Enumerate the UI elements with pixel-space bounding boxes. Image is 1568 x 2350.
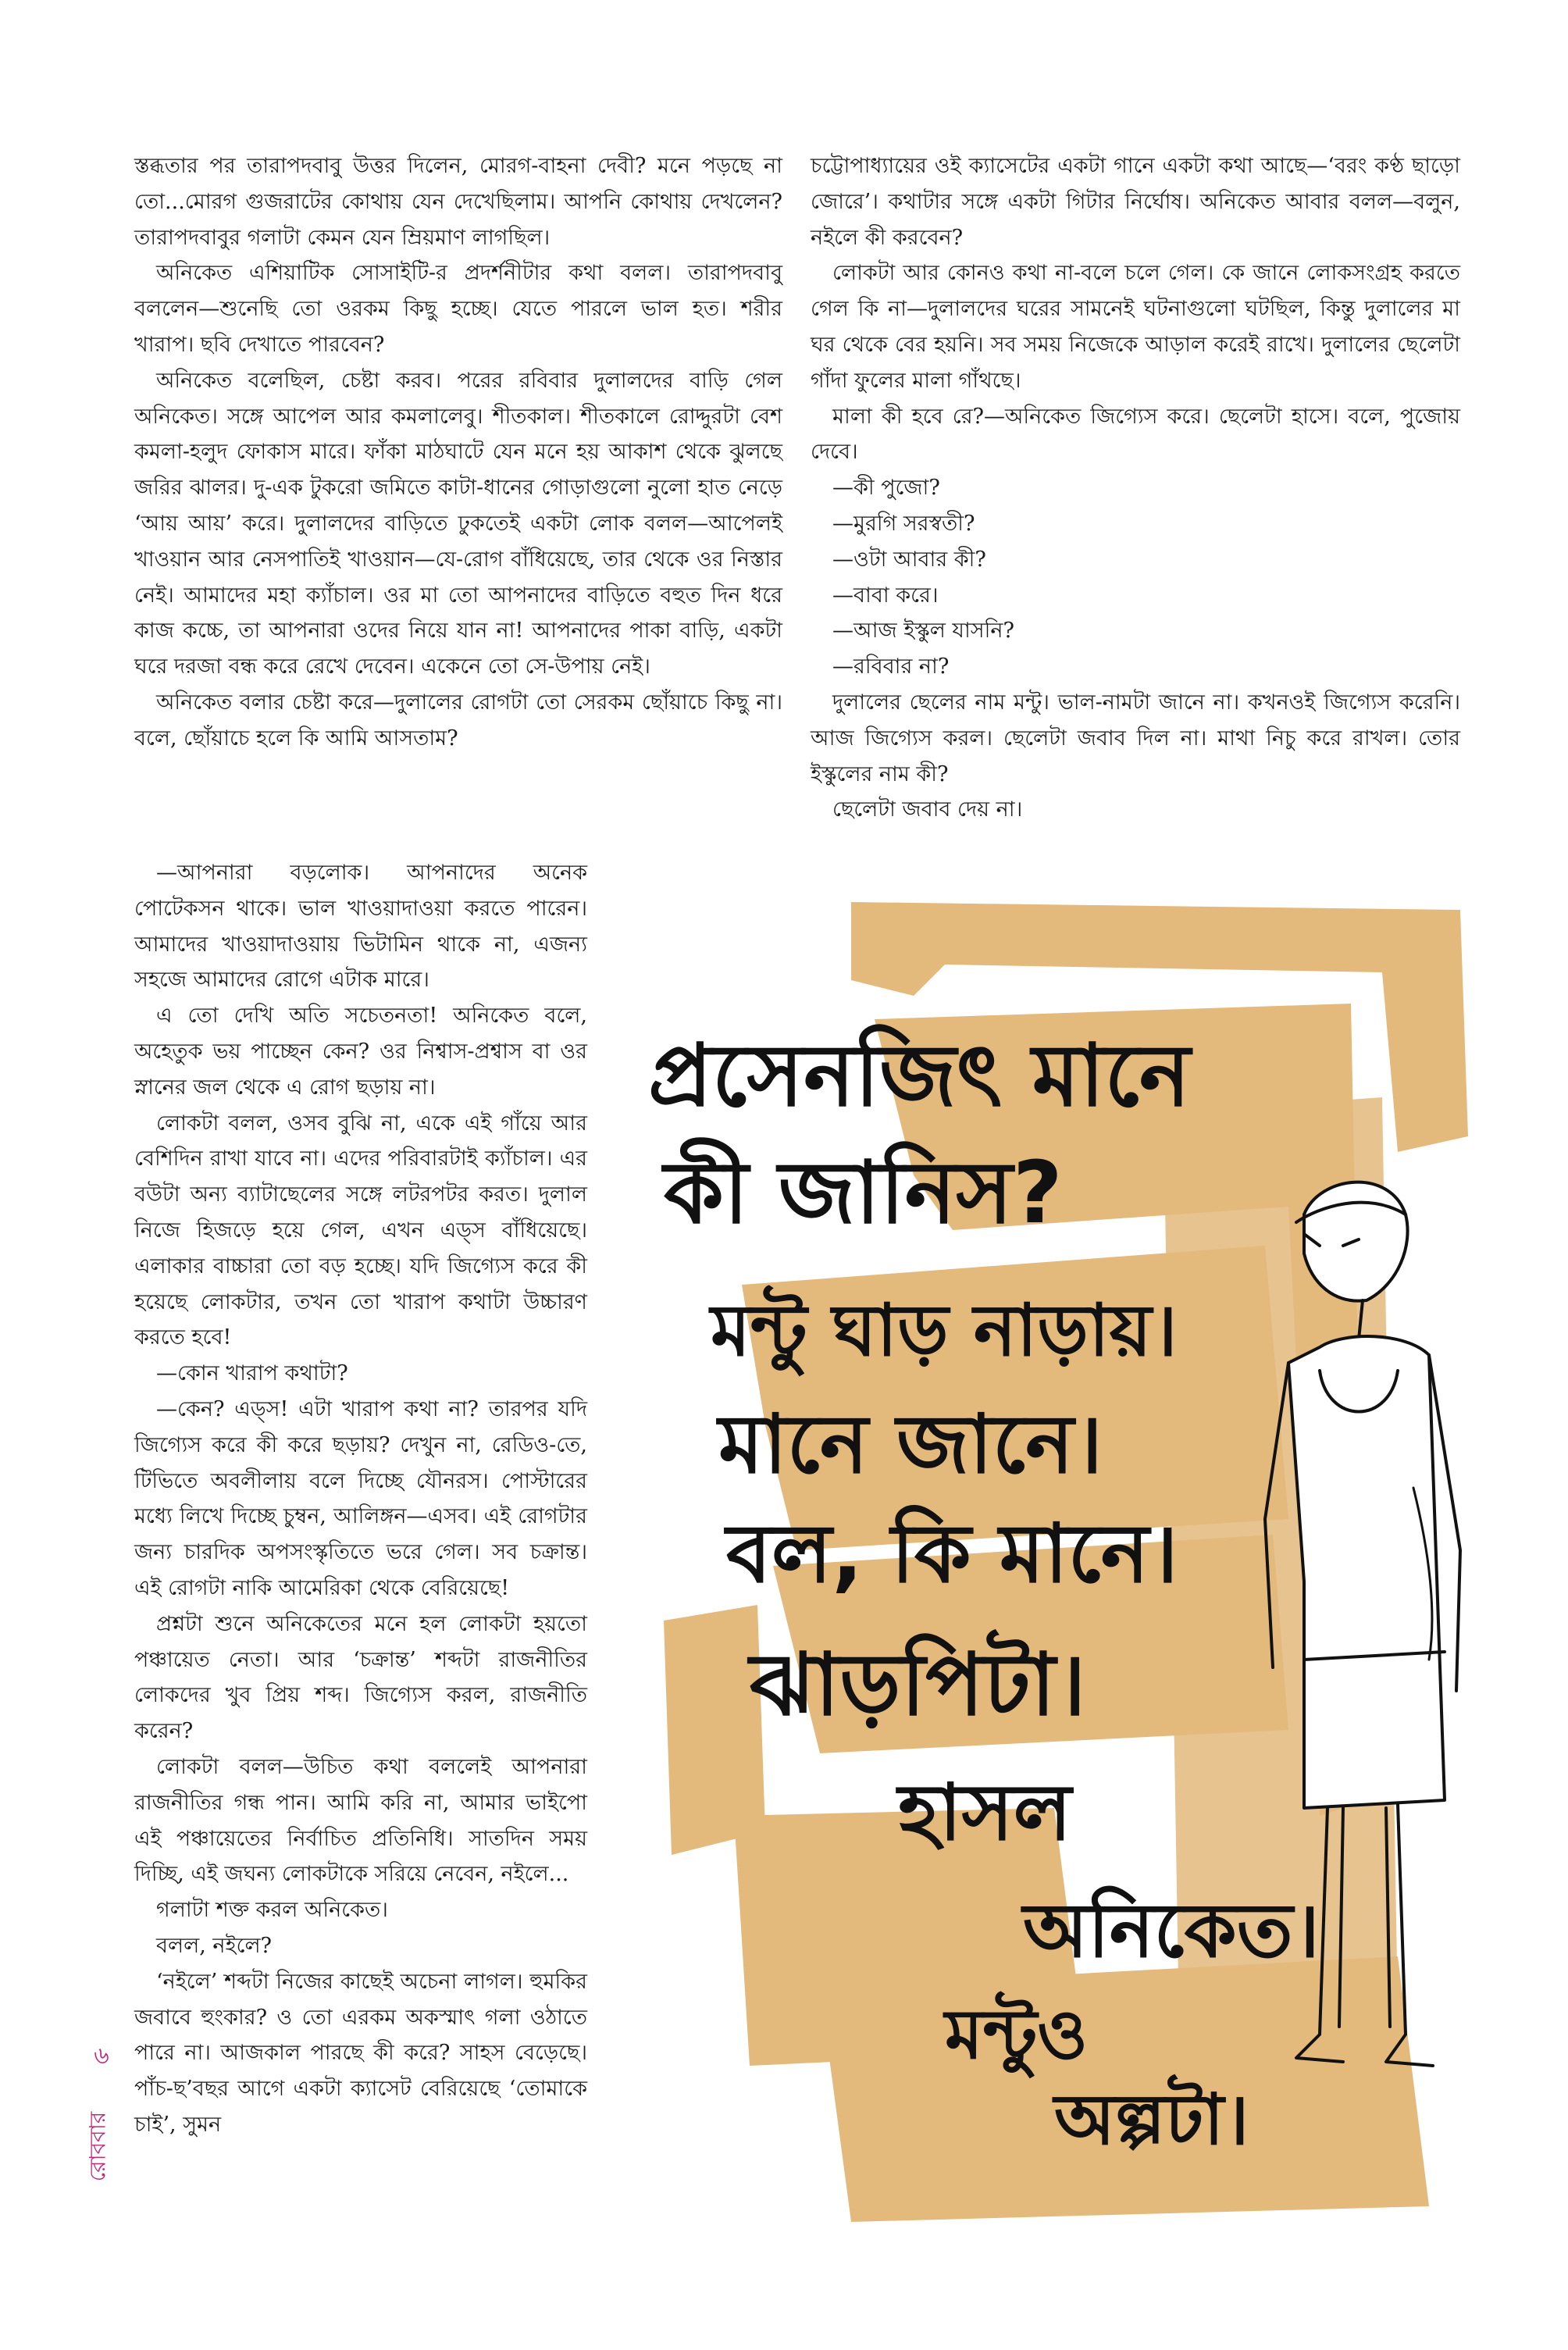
magazine-name: রোববার xyxy=(84,2111,111,2182)
paragraph: —ওটা আবার কী? xyxy=(832,547,986,572)
paragraph: অনিকেত বলার চেষ্টা করে—দুলালের রোগটা তো সেরকম ছোঁয়াচে কিছু না। বলে, ছোঁয়াচে হলে কি আমি আসতাম? xyxy=(134,690,782,751)
page-number: ৬ xyxy=(94,2042,109,2070)
illustration-line-7: হাসল xyxy=(898,1767,1072,1858)
paragraph: লোকটা আর কোনও কথা না-বলে চলে গেল। কে জানে লোকসংগ্রহ করতে গেল কি না—দুলালদের ঘরের সামনেই ঘটনাগুলো ঘটছিল, কিন্তু দুলালের মা ঘর থেকে বের হয়নি। সব সময় নিজেকে আড়াল করেই রাখে। দুলালের ছেলেটা গাঁদা ফুলের মালা গাঁথছে। xyxy=(811,261,1460,393)
paragraph: —কী পুজো? xyxy=(832,476,940,501)
illustration-line-4: মানে জানে। xyxy=(718,1396,1103,1492)
paragraph: গলাটা শক্ত করল অনিকেত। xyxy=(156,1898,388,1923)
right-column xyxy=(811,148,1460,828)
left-column-top xyxy=(134,148,782,757)
illustration xyxy=(617,879,1507,2230)
illustration-line-3: মন্টু ঘাড় নাড়ায়। xyxy=(711,1289,1178,1372)
paragraph: —রবিবার না? xyxy=(832,654,950,679)
paragraph: —আপনারা বড়লোক। আপনাদের অনেক পোটেকসন থাকে। ভাল খাওয়াদাওয়া করতে পারেন। আমাদের খাওয়াদাওয়ায় ভিটামিন থাকে না, এজন্য সহজে আমাদের রোগে এটাক মারে। xyxy=(134,861,587,993)
illustration-line-9: মন্টুও xyxy=(945,1994,1088,2074)
illustration-line-8: অনিকেত। xyxy=(1023,1887,1320,1974)
paragraph: স্তব্ধতার পর তারাপদবাবু উত্তর দিলেন, মোরগ-বাহনা দেবী? মনে পড়ছে না তো...মোরগ গুজরাটের কোথায় যেন দেখেছিলাম। আপনি কোথায় দেখলেন? তারাপদবাবুর গলাটা কেমন যেন ম্রিয়মাণ লাগছিল। xyxy=(134,154,782,250)
illustration-line-10: অল্পটা। xyxy=(1054,2079,1249,2161)
illustration-line-5: বল, কি মানে। xyxy=(726,1506,1178,1601)
paragraph: চট্টোপাধ্যায়ের ওই ক্যাসেটের একটা গানে একটা কথা আছে—‘বরং কণ্ঠ ছাড়ো জোরে’। কথাটার সঙ্গে একটা গিটার নির্ঘোষ। অনিকেত আবার বলল—বলুন, নইলে কী করবেন? xyxy=(811,154,1460,250)
paragraph: —কেন? এড্স! এটা খারাপ কথা না? তারপর যদি জিগ্যেস করে কী করে ছড়ায়? দেখুন না, রেডিও-তে, টিভিতে অবলীলায় বলে দিচ্ছে যৌনরস। পোস্টারের মধ্যে লিখে দিচ্ছে চুম্বন, আলিঙ্গন—এসব। এই রোগটার জন্য চারদিক অপসংস্কৃতিতে ভরে গেল। সব চক্রান্ত। এই রোগটা নাকি আমেরিকা থেকে বেরিয়েছে! xyxy=(134,1396,587,1600)
illustration-line-6: ঝাড়পিটা। xyxy=(750,1635,1086,1735)
paragraph: অনিকেত এশিয়াটিক সোসাইটি-র প্রদর্শনীটার কথা বলল। তারাপদবাবু বললেন—শুনেছি তো ওরকম কিছু হচ্ছে। যেতে পারলে ভাল হত। শরীর খারাপ। ছবি দেখাতে পারবেন? xyxy=(134,261,782,357)
paragraph: ‘নইলে’ শব্দটা নিজের কাছেই অচেনা লাগল। হুমকির জবাবে হুংকার? ও তো এরকম অকস্মাৎ গলা ওঠাতে পারে না। আজকাল পারছে কী করে? সাহস বেড়েছে। পাঁচ-ছ’বছর আগে একটা ক্যাসেট বেরিয়েছে ‘তোমাকে চাই’, সুমন xyxy=(134,1969,587,2137)
paragraph: লোকটা বলল, ওসব বুঝি না, একে এই গাঁয়ে আর বেশিদিন রাখা যাবে না। এদের পরিবারটাই ক্যাঁচাল। এর বউটা অন্য ব্যাটাছেলের সঙ্গে লটরপটর করত। দুলাল নিজে হিজড়ে হয়ে গেল, এখন এড্স বাঁধিয়েছে। এলাকার বাচ্চারা তো বড় হচ্ছে। যদি জিগ্যেস করে কী হয়েছে লোকটার, তখন তো খারাপ কথাটা উচ্চারণ করতে হবে! xyxy=(134,1111,587,1350)
paragraph: —আজ ইস্কুল যাসনি? xyxy=(832,619,1014,644)
paragraph: লোকটা বলল—উচিত কথা বললেই আপনারা রাজনীতির গন্ধ পান। আমি করি না, আমার ভাইপো এই পঞ্চায়েতের নির্বাচিত প্রতিনিধি। সাতদিন সময় দিচ্ছি, এই জঘন্য লোকটাকে সরিয়ে নেবেন, নইলে... xyxy=(134,1754,587,1887)
paragraph: অনিকেত বলেছিল, চেষ্টা করব। পরের রবিবার দুলালদের বাড়ি গেল অনিকেত। সঙ্গে আপেল আর কমলালেবু। শীতকাল। শীতকালে রোদ্দুরটা বেশ কমলা-হলুদ ফোকাস মারে। ফাঁকা মাঠঘাটে যেন মনে হয় আকাশ থেকে ঝুলছে জরির ঝালর। দু-এক টুকরো জমিতে কাটা-ধানের গোড়াগুলো নুলো হাত নেড়ে ‘আয় আয়’ করে। দুলালদের বাড়িতে ঢুকতেই একটা লোক বলল—আপেলই খাওয়ান আর নেসপাতিই খাওয়ান—যে-রোগ বাঁধিয়েছে, তার থেকে ওর নিস্তার নেই। আমাদের মহা ক্যাঁচাল। ওর মা তো আপনাদের বাড়িতে বহুত দিন ধরে কাজ কচ্চে, তা আপনারা ওদের নিয়ে যান না! আপনাদের পাকা বাড়ি, একটা ঘরে দরজা বন্ধ করে রেখে দেবেন। একেনে তো সে-উপায় নেই। xyxy=(134,368,782,679)
paragraph: —বাবা করে। xyxy=(832,583,939,608)
magazine-name-vertical xyxy=(72,2085,127,2202)
paragraph: —কোন খারাপ কথাটা? xyxy=(156,1361,348,1386)
paragraph: ছেলেটা জবাব দেয় না। xyxy=(832,797,1023,822)
paragraph: প্রশ্নটা শুনে অনিকেতের মনে হল লোকটা হয়তো পঞ্চায়েত নেতা। আর ‘চক্রান্ত’ শব্দটা রাজনীতির লোকদের খুব প্রিয় শব্দ। জিগ্যেস করল, রাজনীতি করেন? xyxy=(134,1611,587,1744)
paragraph: দুলালের ছেলের নাম মন্টু। ভাল-নামটা জানে না। কখনওই জিগ্যেস করেনি। আজ জিগ্যেস করল। ছেলেটা জবাব দিল না। মাথা নিচু করে রাখল। তোর ইস্কুলের নাম কী? xyxy=(811,690,1460,786)
illustration-line-2: কী জানিস? xyxy=(664,1143,1063,1243)
illustration-line-1: প্রসেনজিৎ মানে xyxy=(648,1025,1191,1125)
left-column-bottom xyxy=(134,855,587,2143)
paragraph: বলল, নইলে? xyxy=(156,1933,273,1958)
paragraph: মালা কী হবে রে?—অনিকেত জিগ্যেস করে। ছেলেটা হাসে। বলে, পুজোয় দেবে। xyxy=(811,404,1460,465)
paragraph: এ তো দেখি অতি সচেতনতা! অনিকেত বলে, অহেতুক ভয় পাচ্ছেন কেন? ওর নিশ্বাস-প্রশ্বাস বা ওর স্নানের জল থেকে এ রোগ ছড়ায় না। xyxy=(134,1004,587,1100)
paragraph: —মুরগি সরস্বতী? xyxy=(832,511,975,536)
